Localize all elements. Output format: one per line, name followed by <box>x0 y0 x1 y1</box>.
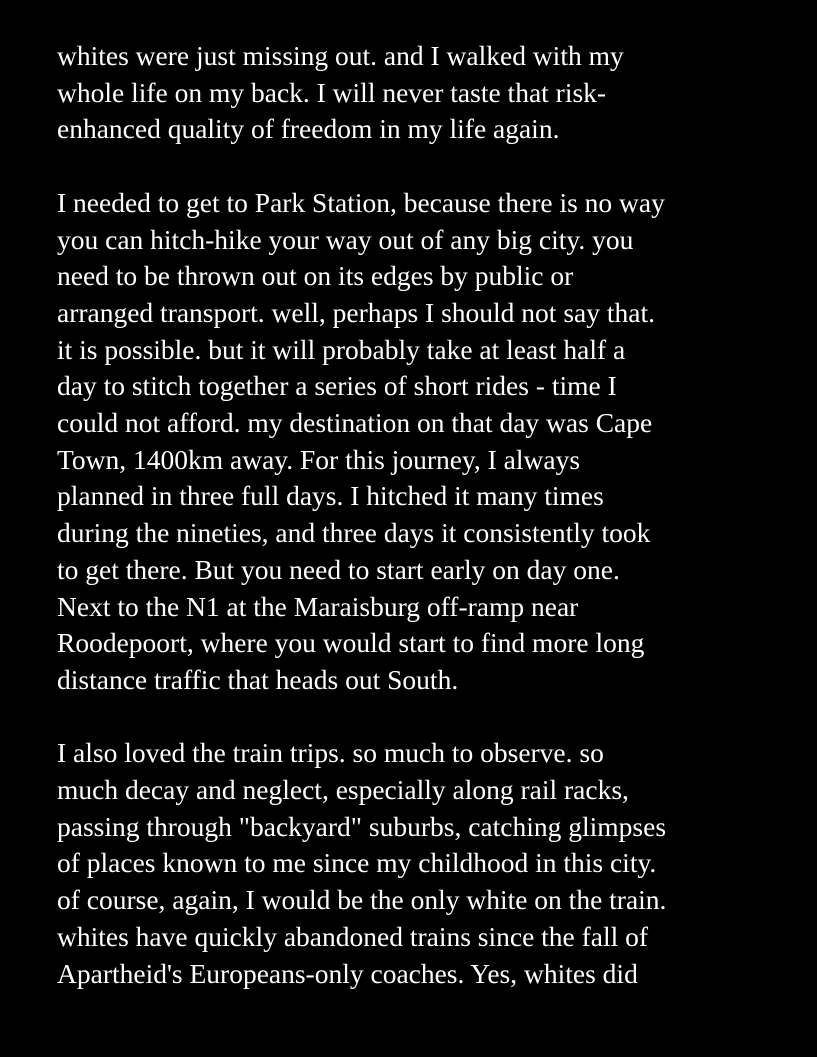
text-line: distance traffic that heads out South. <box>57 663 459 695</box>
text-line: during the nineties, and three days it consistently took <box>57 517 651 549</box>
text-line: to get there. But you need to start early on day one. <box>57 553 620 585</box>
document-page <box>57 38 797 992</box>
text-line: day to stitch together a series of short rides - time I <box>57 370 617 402</box>
text-line: Next to the N1 at the Maraisburg off-ramp near <box>57 590 579 622</box>
text-line: planned in three full days. I hitched it many times <box>57 480 604 512</box>
paragraph-1 <box>57 38 797 148</box>
text-line: arranged transport. well, perhaps I should not say that. <box>57 296 655 328</box>
text-line: could not afford. my destination on that day was Cape <box>57 407 653 439</box>
text-line: whites were just missing out. and I walked with my <box>57 40 624 71</box>
text-line: I needed to get to Park Station, because there is no way <box>57 186 665 218</box>
text-line: you can hitch-hike your way out of any big city. you <box>57 223 634 255</box>
text-line: passing through "backyard" suburbs, catching glimpses <box>57 810 667 842</box>
text-line: much decay and neglect, especially along rail racks, <box>57 774 629 806</box>
text-line: it is possible. but it will probably take at least half a <box>57 333 626 365</box>
text-line: Roodepoort, where you would start to find more long <box>57 627 645 659</box>
paragraph-spacer <box>57 148 797 185</box>
text-line: I also loved the train trips. so much to observe. so <box>57 737 604 769</box>
text-line: whites have quickly abandoned trains since the fall of <box>57 920 649 952</box>
text-line: enhanced quality of freedom in my life again. <box>57 113 560 145</box>
text-line: need to be thrown out on its edges by public or <box>57 260 574 292</box>
text-line: whole life on my back. I will never taste that risk- <box>57 76 607 108</box>
text-line: of course, again, I would be the only white on the train. <box>57 884 667 916</box>
paragraph-3 <box>57 735 797 992</box>
paragraph-2 <box>57 185 797 699</box>
text-line: Apartheid's Europeans-only coaches. Yes, whites did <box>57 957 638 989</box>
text-line: of places known to me since my childhood in this city. <box>57 847 657 879</box>
paragraph-spacer <box>57 699 797 736</box>
text-line: Town, 1400km away. For this journey, I always <box>57 443 581 475</box>
